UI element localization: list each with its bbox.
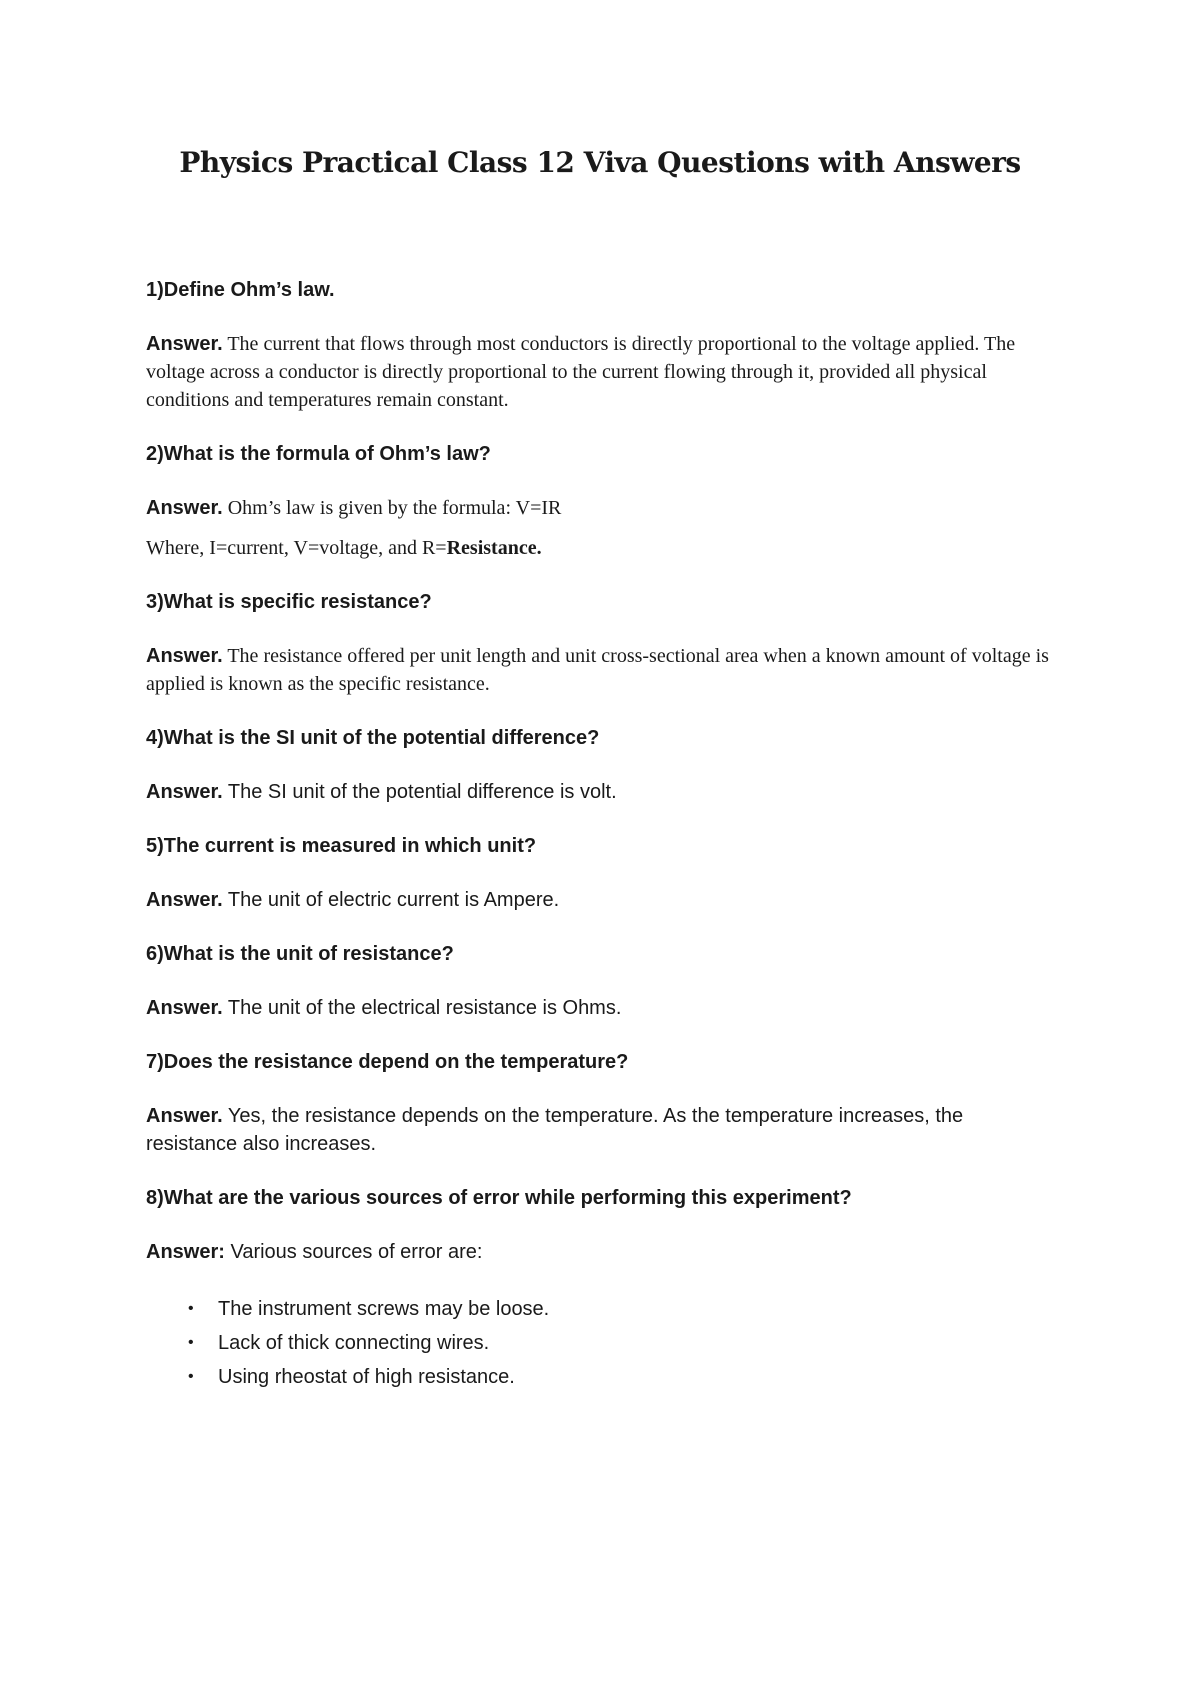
list-item-text: Using rheostat of high resistance. (218, 1366, 515, 1388)
answer-label: Answer. (146, 889, 223, 911)
answer-4-text: The SI unit of the potential difference is volt. (227, 781, 617, 803)
answer-7 (146, 1102, 1056, 1158)
bullet-icon: • (188, 1300, 194, 1317)
answer-3-text: The resistance offered per unit length and unit cross-sectional area when a known amount of voltage is applied is known as the specific resistance. (146, 645, 1049, 695)
question-7: 7)Does the resistance depend on the temperature? (146, 1051, 629, 1073)
answer-3 (146, 642, 1056, 698)
answer-2-extra (146, 534, 1056, 562)
answer-label: Answer. (146, 333, 223, 355)
question-4: 4)What is the SI unit of the potential difference? (146, 727, 600, 749)
answer-6 (146, 994, 1056, 1022)
question-2: 2)What is the formula of Ohm’s law? (146, 443, 491, 465)
bullet-icon: • (188, 1368, 194, 1385)
list-item-text: The instrument screws may be loose. (218, 1298, 550, 1320)
answer-8 (146, 1238, 1056, 1266)
answer-1-text: The current that flows through most conductors is directly proportional to the voltage applied. The voltage across a conductor is directly proportional to the current flowing through it, provided all physical conditions and temperatures remain constant. (146, 333, 1016, 411)
list-item (146, 1326, 1056, 1360)
error-sources-list (146, 1292, 1056, 1394)
answer-label: Answer. (146, 645, 223, 667)
answer-label: Answer. (146, 781, 223, 803)
answer-7-text: Yes, the resistance depends on the temperature. As the temperature increases, the resistance also increases. (146, 1105, 964, 1155)
question-6: 6)What is the unit of resistance? (146, 943, 454, 965)
list-item-text: Lack of thick connecting wires. (218, 1332, 490, 1354)
answer-5-text: The unit of electric current is Ampere. (227, 889, 560, 911)
answer-2-text: Ohm’s law is given by the formula: V=IR (227, 497, 562, 519)
answer-2 (146, 494, 1056, 522)
answer-8-text: Various sources of error are: (230, 1241, 483, 1263)
answer-4 (146, 778, 1056, 806)
question-3: 3)What is specific resistance? (146, 591, 432, 613)
answer-6-text: The unit of the electrical resistance is Ohms. (227, 997, 622, 1019)
answer-1 (146, 330, 1056, 414)
answer-5 (146, 886, 1056, 914)
answer-label-colon: Answer: (146, 1241, 225, 1263)
bullet-icon: • (188, 1334, 194, 1351)
page-title: Physics Practical Class 12 Viva Questions with Answers (179, 146, 1021, 179)
question-8: 8)What are the various sources of error while performing this experiment? (146, 1187, 852, 1209)
question-5: 5)The current is measured in which unit? (146, 835, 537, 857)
answer-label: Answer. (146, 1105, 223, 1127)
list-item (146, 1292, 1056, 1326)
question-1: 1)Define Ohm’s law. (146, 279, 335, 301)
list-item (146, 1360, 1056, 1394)
answer-2-extra-text: Where, I=current, V=voltage, and R= (146, 537, 447, 559)
answer-2-extra-bold: Resistance. (446, 537, 542, 559)
qa-list (146, 276, 1056, 1394)
answer-label: Answer. (146, 497, 223, 519)
answer-label: Answer. (146, 997, 223, 1019)
